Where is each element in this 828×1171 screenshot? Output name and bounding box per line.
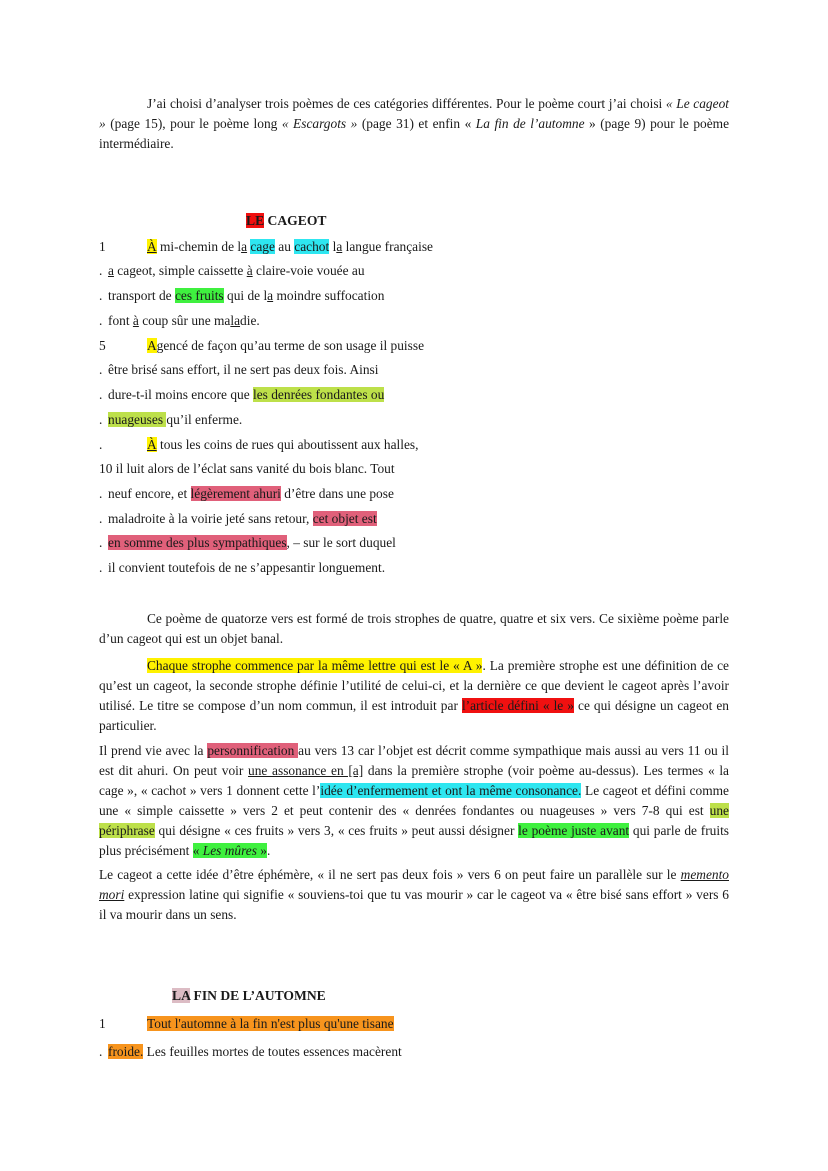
analysis-paragraph-3 — [99, 741, 729, 861]
verse-number: . — [99, 560, 103, 575]
intro-title-escargots: « Escargots » — [281, 116, 358, 131]
verse-line-3 — [99, 286, 384, 306]
verse-highlight-a: A — [147, 338, 157, 353]
title-article-highlight: LA — [172, 988, 191, 1003]
verse-text: neuf encore, et — [108, 486, 191, 501]
verse-text: coup sûr une ma — [138, 313, 231, 328]
verse-number: . — [99, 412, 103, 427]
verse-highlight-objet: cet objet est — [312, 511, 377, 526]
verse-number: . — [99, 511, 103, 526]
verse-text: être brisé sans effort, il ne sert pas deux fois. Ainsi — [108, 362, 379, 377]
verse-number: . — [99, 387, 103, 402]
verse-text: Les feuilles mortes de toutes essences macèrent — [143, 1044, 402, 1059]
analysis-paragraph-4 — [99, 865, 729, 925]
verse-text: 10 il luit alors de l’éclat sans vanité du bois blanc. Tout — [99, 461, 395, 476]
analysis-memento-mori: memento mori — [99, 867, 729, 902]
verse-number: . — [99, 437, 103, 452]
verse-number: 1 — [99, 239, 106, 254]
verse-text: langue française — [342, 239, 433, 254]
analysis-highlight-enfermement: idée d’enfermement et ont la même consonance. — [320, 783, 582, 798]
analysis-text: ce qui désigne un cageot en particulier. — [99, 698, 729, 733]
verse-highlight-nuageuses: nuageuses — [108, 412, 167, 427]
verse-text: qui de l — [223, 288, 268, 303]
analysis-underline-assonance: une assonance en [a] — [248, 763, 364, 778]
analysis-highlight-article: l’article défini « le » — [461, 698, 574, 713]
verse-underline: a — [108, 263, 114, 278]
verse-underline: à — [132, 313, 139, 328]
analysis-text: . La première strophe est une définition de ce qu’est un cageot, la seconde strophe définie l’utilité de celui-ci, et la dernière ce que devient le cageot après l’avoir utilisé. Le titre se compose d’un nom commun, il est introduit par — [99, 658, 729, 713]
analysis-text: dans la première strophe (voir poème au-dessus). Les termes « la cage », « cachot » vers 1 donnent cette l’ — [99, 763, 730, 798]
analysis-text: au vers 13 car l’objet est décrit comme sympathique mais aussi au vers 11 ou il est dit ahuri. On peut voir — [99, 743, 729, 778]
verse-underline: à — [246, 263, 253, 278]
analysis-paragraph-1 — [99, 609, 729, 649]
verse-underline: a — [267, 288, 274, 303]
verse-text: dure-t-il moins encore que — [108, 387, 254, 402]
intro-title-cageot: « Le cageot » — [99, 96, 729, 131]
title-text: CAGEOT — [264, 213, 327, 228]
verse-line-11 — [99, 484, 394, 504]
verse-highlight-cage: cage — [250, 239, 275, 254]
verse-number: . — [99, 263, 103, 278]
verse-text: transport de — [108, 288, 175, 303]
poem-title-automne — [172, 988, 326, 1004]
verse-text: il convient toutefois de ne s’appesantir longuement. — [108, 560, 386, 575]
verse-highlight-froide: froide. — [108, 1044, 144, 1059]
mures-title: Les mûres — [202, 843, 257, 858]
analysis-text: expression latine qui signifie « souviens-toi que tu vas mourir » car le cageot va « être bisé sans effort » vers 6 il va mourir dans un sens. — [99, 887, 729, 922]
verse-line-9 — [99, 435, 419, 455]
verse-number: . — [99, 362, 103, 377]
verse-number: . — [99, 288, 103, 303]
verse-line-14 — [99, 558, 385, 578]
verse-text: mi-chemin de l — [156, 239, 242, 254]
verse-line-4 — [99, 311, 260, 331]
analysis-paragraph-2 — [99, 656, 729, 736]
title-text: FIN DE L’AUTOMNE — [190, 988, 326, 1003]
analysis-highlight-strophe: Chaque strophe commence par la même lettre qui est le « A » — [147, 658, 483, 673]
verse-underline: a — [241, 239, 248, 254]
verse-text: d’être dans une pose — [280, 486, 394, 501]
verse-line-1 — [99, 237, 433, 257]
verse-underline: la — [230, 313, 241, 328]
verse-number: 5 — [99, 338, 106, 353]
analysis-text: qui parle de fruits plus précisément — [99, 823, 729, 858]
verse-text: au — [274, 239, 295, 254]
verse-line-8 — [99, 410, 242, 430]
verse-line-5 — [99, 336, 424, 356]
verse-line-6 — [99, 360, 378, 380]
analysis-text: Le cageot a cette idée d’être éphémère, « il ne sert pas deux fois » vers 6 on peut faire un parallèle sur le — [99, 867, 681, 882]
verse-line-13 — [99, 533, 396, 553]
verse-highlight-a: À — [147, 239, 157, 254]
verse-text: l — [329, 239, 337, 254]
verse-highlight-cachot: cachot — [294, 239, 330, 254]
verse-highlight-fruits: ces fruits — [174, 288, 224, 303]
verse-line-7 — [99, 385, 384, 405]
intro-title-automne: La fin de l’automne — [475, 116, 585, 131]
verse-text: moindre suffocation — [273, 288, 385, 303]
verse-underline: a — [336, 239, 343, 254]
verse-number: . — [99, 486, 103, 501]
verse-number: . — [99, 535, 103, 550]
quote-close: » — [256, 843, 267, 858]
verse-highlight-ahuri: légèrement ahuri — [190, 486, 281, 501]
verse-text: tous les coins de rues qui aboutissent aux halles, — [156, 437, 419, 452]
analysis-text: . — [267, 843, 271, 858]
verse-text: qu’il enferme. — [166, 412, 243, 427]
poem-title-cageot — [246, 213, 326, 229]
quote-open: « — [192, 843, 203, 858]
verse-text: font — [108, 313, 133, 328]
verse-text: claire-voie vouée au — [252, 263, 365, 278]
verse-highlight-tisane: Tout l'automne à la fin n'est plus qu'une tisane — [147, 1016, 394, 1031]
analysis-highlight-mures — [193, 843, 267, 858]
verse-highlight-denrees: les denrées fondantes ou — [253, 387, 385, 402]
intro-text: » (page 9) pour le poème intermédiaire. — [99, 116, 730, 151]
verse-highlight-a: À — [147, 437, 157, 452]
verse-number: . — [99, 1044, 103, 1059]
verse-text: die. — [240, 313, 260, 328]
intro-text: (page 31) et enfin « — [357, 116, 476, 131]
verse-number: 1 — [99, 1016, 106, 1031]
intro-text: (page 15), pour le poème long — [105, 116, 282, 131]
title-article-highlight: LE — [246, 213, 265, 228]
intro-text: J’ai choisi d’analyser trois poèmes de ces catégories différentes. Pour le poème court j’ai choisi — [147, 96, 666, 111]
verse-number: . — [99, 313, 103, 328]
automne-verse-line-1 — [99, 1014, 394, 1034]
verse-text: , – sur le sort duquel — [286, 535, 396, 550]
verse-text: cageot, simple caissette — [113, 263, 247, 278]
analysis-text: qui désigne « ces fruits » vers 3, « ces fruits » peut aussi désigner — [154, 823, 519, 838]
analysis-text: Il prend vie avec la — [99, 743, 208, 758]
analysis-text: Ce poème de quatorze vers est formé de trois strophes de quatre, quatre et six vers. Ce sixième poème parle d’un cageot qui est un objet banal. — [99, 611, 729, 646]
analysis-highlight-personnification: personnification — [207, 743, 299, 758]
verse-text: maladroite à la voirie jeté sans retour, — [108, 511, 313, 526]
verse-text: gencé de façon qu’au terme de son usage il puisse — [156, 338, 425, 353]
analysis-highlight-periphrase: une périphrase — [99, 803, 729, 838]
intro-paragraph — [99, 94, 729, 154]
verse-line-12 — [99, 509, 377, 529]
automne-verse-line-2 — [99, 1042, 402, 1062]
verse-line-2 — [99, 261, 365, 281]
verse-highlight-sympathiques: en somme des plus sympathiques — [108, 535, 287, 550]
analysis-text: Le cageot et défini comme une « simple caissette » vers 2 et peut contenir des « denrées fondantes ou nuageuses » vers 7-8 qui est — [99, 783, 729, 818]
analysis-highlight-poeme: le poème juste avant — [518, 823, 630, 838]
verse-line-10 — [99, 459, 395, 479]
